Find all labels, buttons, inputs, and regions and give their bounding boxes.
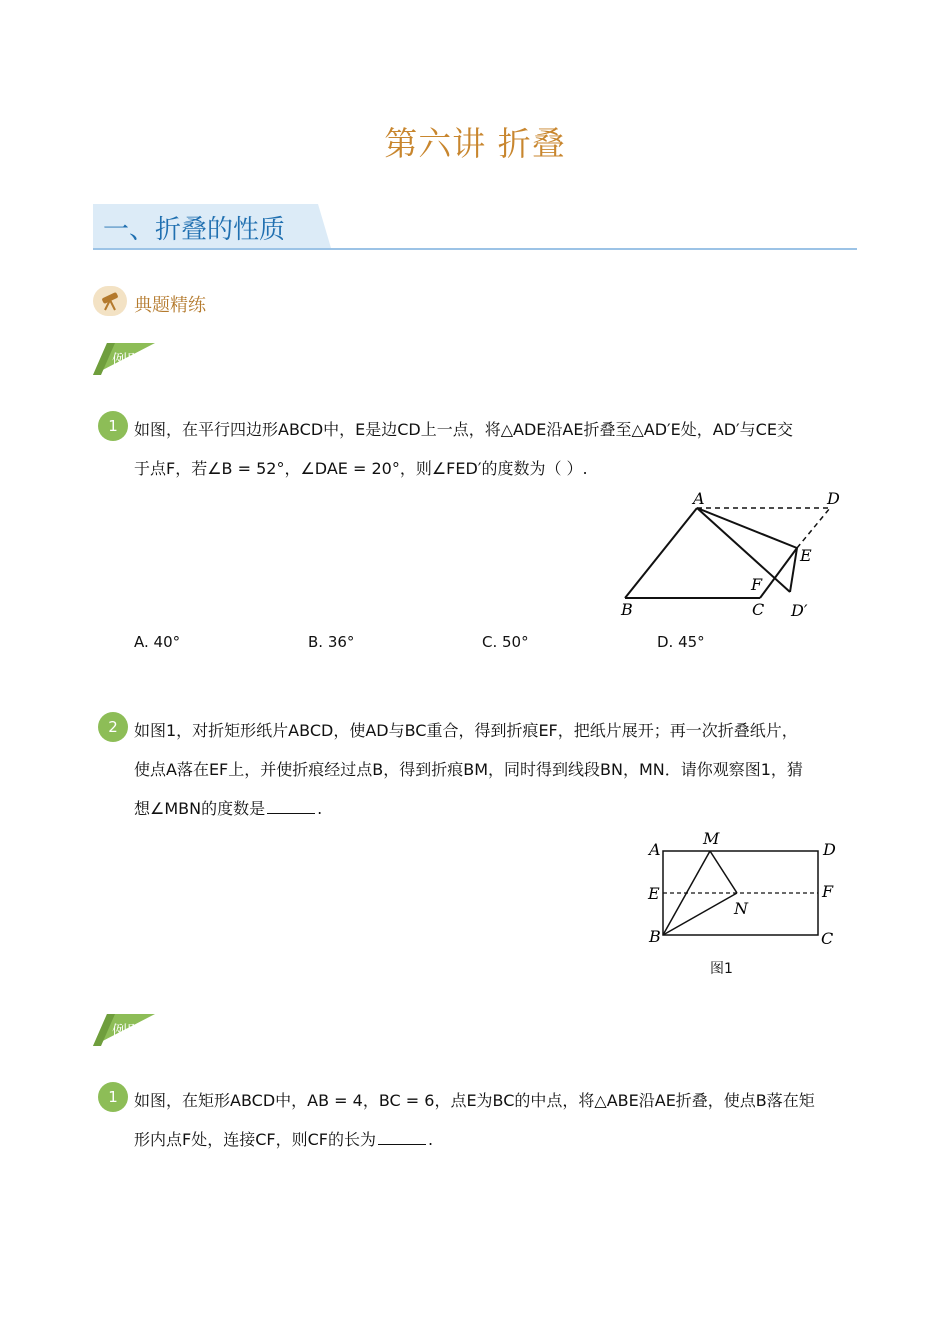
line-end: . (427, 1130, 434, 1149)
parallelogram-fold-figure (615, 488, 850, 623)
page-title: 第六讲 折叠 (384, 124, 566, 163)
point-label: D′ (791, 601, 808, 620)
example-tag-label: 例题1 (112, 351, 152, 369)
question-text: 想∠MBN的度数是 (134, 799, 266, 818)
section-title: 一、折叠的性质 (103, 215, 286, 245)
point-label: F (751, 575, 763, 594)
point-label: F (822, 882, 834, 901)
point-label: B (649, 927, 661, 946)
point-label: C (821, 929, 834, 948)
question-text: 形内点F处，连接CF，则CF的长为 (134, 1130, 376, 1149)
option-b[interactable]: B. 36° (308, 633, 355, 651)
option-a[interactable]: A. 40° (134, 633, 181, 651)
question-text-line: 如图，在平行四边形ABCD中，E是边CD上一点，将△ADE沿AE折叠至△AD′E处，AD′与CE交 (134, 420, 793, 439)
rectangle-fold-figure (645, 828, 845, 953)
point-label: D (827, 489, 840, 508)
question-text-line: 于点F，若∠B = 52°，∠DAE = 20°，则∠FED′的度数为（ ）. (134, 459, 588, 478)
example-tag-2 (93, 1014, 171, 1046)
practice-label: 典题精练 (134, 295, 206, 316)
option-d[interactable]: D. 45° (657, 633, 705, 651)
point-label: E (648, 884, 660, 903)
example-tag-1 (93, 343, 171, 375)
option-c[interactable]: C. 50° (482, 633, 529, 651)
point-label: M (703, 829, 720, 848)
example-tag-label: 例题2 (112, 1022, 152, 1040)
answer-blank[interactable] (267, 799, 315, 814)
question-number-badge: 1 (98, 1082, 128, 1112)
line-end: . (317, 799, 323, 818)
answer-blank[interactable] (378, 1130, 426, 1145)
point-label: D (823, 840, 836, 859)
point-label: A (649, 840, 661, 859)
section-header (93, 204, 857, 250)
question-number-badge: 2 (98, 712, 128, 742)
question-text-line (134, 1129, 433, 1151)
point-label: A (693, 489, 705, 508)
figure-caption: 图1 (710, 961, 733, 977)
question-text-line: 使点A落在EF上，并使折痕经过点B，得到折痕BM，同时得到线段BN，MN．请你观察图1，猜 (134, 760, 803, 779)
question-text-line: 如图，在矩形ABCD中，AB = 4，BC = 6，点E为BC的中点，将△ABE沿AE折叠，使点B落在矩 (134, 1091, 815, 1110)
point-label: C (752, 600, 765, 619)
telescope-icon (93, 286, 127, 316)
point-label: N (734, 899, 748, 918)
question-text-line: 如图1，对折矩形纸片ABCD，使AD与BC重合，得到折痕EF，把纸片展开；再一次折叠纸片， (134, 721, 798, 740)
point-label: E (800, 546, 812, 565)
question-number-badge: 1 (98, 411, 128, 441)
question-text-line (134, 798, 322, 820)
point-label: B (621, 600, 633, 619)
